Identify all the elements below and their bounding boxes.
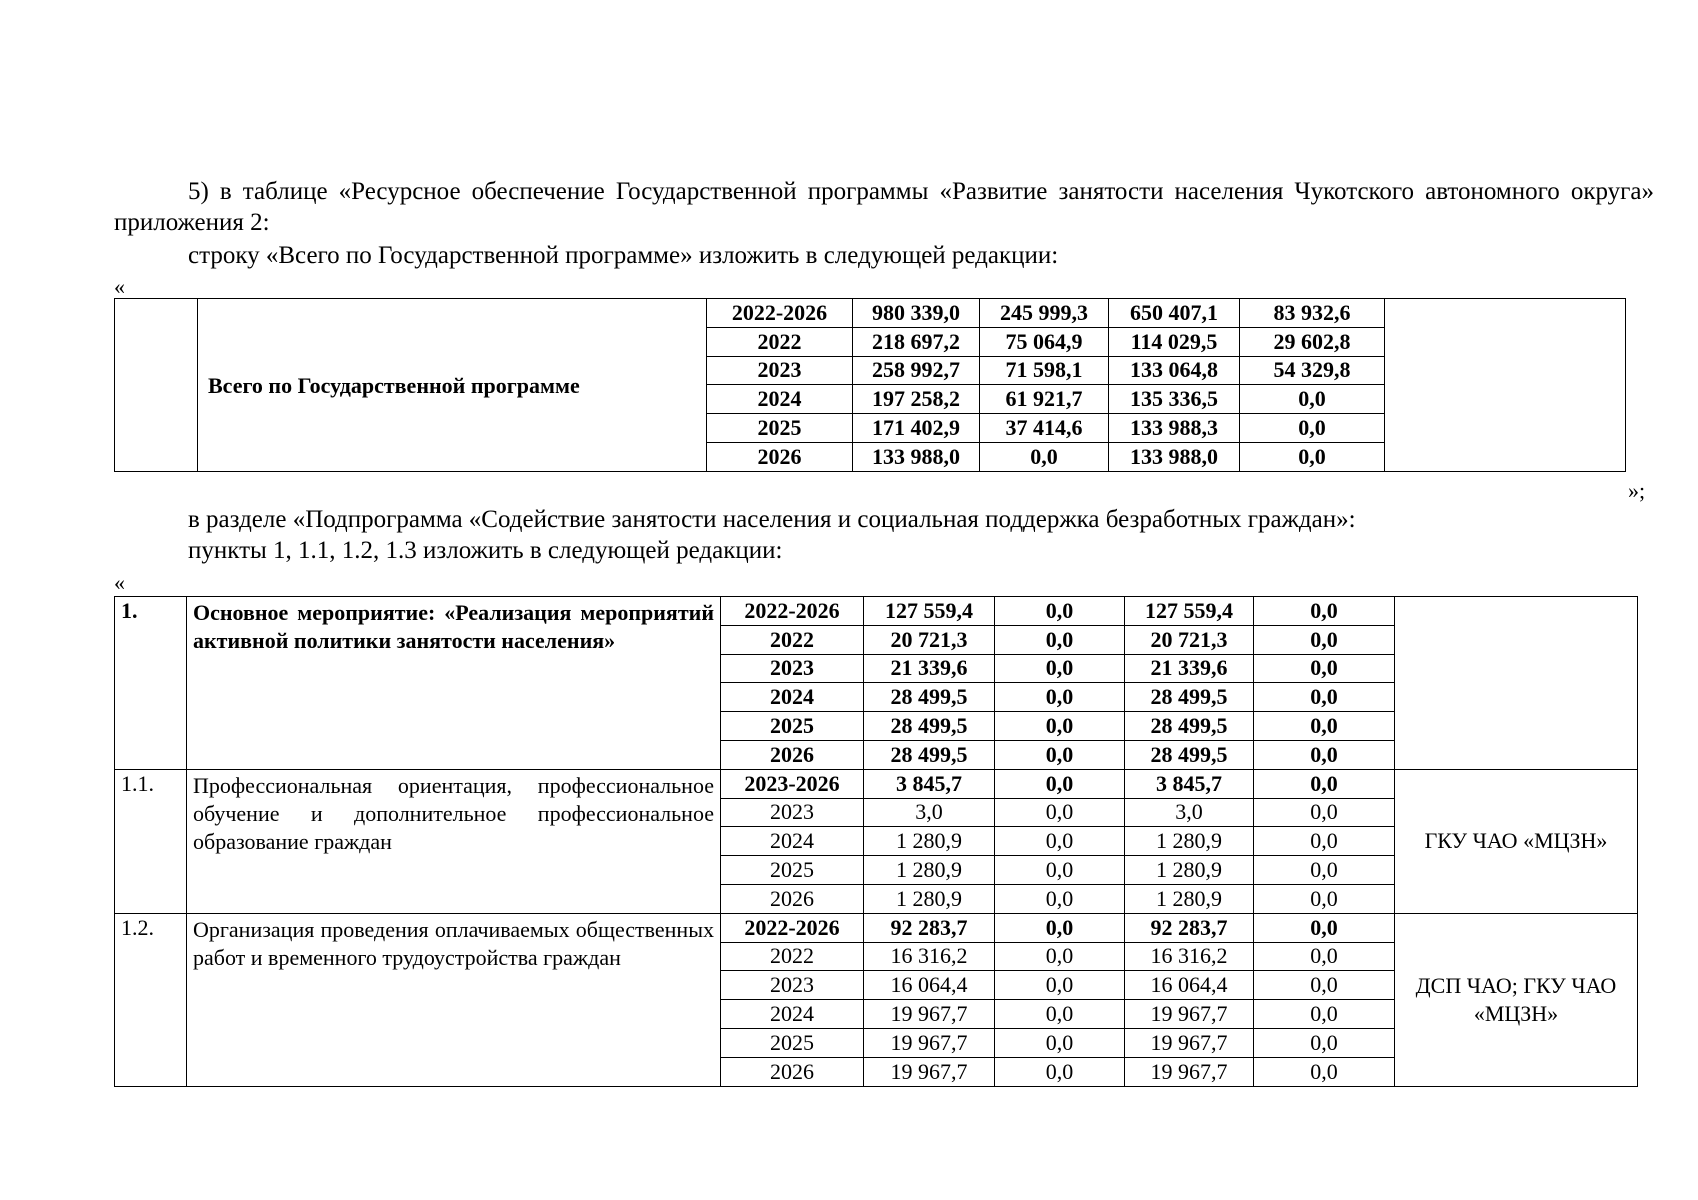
item-cell: 20 721,3 <box>864 625 995 654</box>
intro-instruction: строку «Всего по Государственной программе» изложить в следующей редакции: <box>188 242 1059 269</box>
item-cell: 0,0 <box>1254 1028 1395 1057</box>
item-cell: 127 559,4 <box>864 597 995 626</box>
item-cell: 2024 <box>721 683 864 712</box>
item-cell: 1 280,9 <box>864 827 995 856</box>
item-cell: 0,0 <box>995 1000 1125 1029</box>
item-cell: 0,0 <box>1254 597 1395 626</box>
item-cell: 21 339,6 <box>864 654 995 683</box>
total-cell: 197 258,2 <box>853 385 980 414</box>
item-cell: 0,0 <box>995 884 1125 913</box>
item-cell: 0,0 <box>1254 683 1395 712</box>
item-cell: 2022-2026 <box>721 913 864 942</box>
item-cell: 28 499,5 <box>864 740 995 769</box>
items-table <box>114 596 1638 1087</box>
item-cell: 2026 <box>721 1057 864 1086</box>
total-cell: 37 414,6 <box>980 414 1109 443</box>
item-cell: 0,0 <box>995 625 1125 654</box>
item-cell: 1 280,9 <box>864 856 995 885</box>
item-cell: 2022 <box>721 625 864 654</box>
item-cell: 28 499,5 <box>1125 740 1254 769</box>
total-cell: 114 029,5 <box>1109 327 1240 356</box>
item-cell: 2023 <box>721 654 864 683</box>
item-cell: 19 967,7 <box>864 1028 995 1057</box>
item-cell: 2022-2026 <box>721 597 864 626</box>
item-cell: 19 967,7 <box>1125 1000 1254 1029</box>
total-responsible-cell <box>1385 299 1626 472</box>
item-cell: 0,0 <box>995 1028 1125 1057</box>
item-cell: 3 845,7 <box>1125 769 1254 798</box>
item-cell: 20 721,3 <box>1125 625 1254 654</box>
total-cell: 245 999,3 <box>980 299 1109 328</box>
item-responsible: ДСП ЧАО; ГКУ ЧАО «МЦЗН» <box>1395 913 1638 1086</box>
item-cell: 0,0 <box>1254 856 1395 885</box>
item-row <box>115 913 1638 942</box>
item-cell: 1 280,9 <box>864 884 995 913</box>
item-cell: 28 499,5 <box>1125 683 1254 712</box>
total-cell: 258 992,7 <box>853 356 980 385</box>
item-cell: 2023 <box>721 798 864 827</box>
item-number: 1.2. <box>115 913 187 1086</box>
total-cell: 2026 <box>707 442 853 471</box>
section-instruction: пункты 1, 1.1, 1.2, 1.3 изложить в следующей редакции: <box>188 537 783 564</box>
item-cell: 0,0 <box>995 856 1125 885</box>
item-cell: 1 280,9 <box>1125 856 1254 885</box>
close-quote: »; <box>1628 478 1646 503</box>
total-cell: 2023 <box>707 356 853 385</box>
item-cell: 0,0 <box>995 654 1125 683</box>
item-cell: 2025 <box>721 712 864 741</box>
total-cell: 171 402,9 <box>853 414 980 443</box>
section-paragraph: в разделе «Подпрограмма «Содействие занятости населения и социальная поддержка безработных граждан»: <box>188 506 1356 533</box>
item-cell: 3 845,7 <box>864 769 995 798</box>
total-cell: 0,0 <box>980 442 1109 471</box>
total-cell: 2025 <box>707 414 853 443</box>
open-quote-2: « <box>114 570 125 595</box>
item-cell: 0,0 <box>1254 740 1395 769</box>
total-cell: 83 932,6 <box>1240 299 1385 328</box>
item-cell: 16 316,2 <box>864 942 995 971</box>
item-cell: 0,0 <box>995 798 1125 827</box>
item-cell: 16 064,4 <box>1125 971 1254 1000</box>
total-cell: 2022 <box>707 327 853 356</box>
total-cell: 980 339,0 <box>853 299 980 328</box>
item-responsible <box>1395 597 1638 770</box>
total-cell: 133 064,8 <box>1109 356 1240 385</box>
item-cell: 0,0 <box>1254 625 1395 654</box>
item-cell: 0,0 <box>1254 654 1395 683</box>
item-cell: 1 280,9 <box>1125 884 1254 913</box>
item-cell: 2023 <box>721 971 864 1000</box>
item-cell: 28 499,5 <box>1125 712 1254 741</box>
total-label: Всего по Государственной программе <box>198 299 707 472</box>
item-cell: 28 499,5 <box>864 712 995 741</box>
item-number: 1. <box>115 597 187 770</box>
item-cell: 16 064,4 <box>864 971 995 1000</box>
item-cell: 92 283,7 <box>1125 913 1254 942</box>
item-cell: 0,0 <box>995 769 1125 798</box>
item-cell: 0,0 <box>1254 971 1395 1000</box>
item-cell: 0,0 <box>1254 1000 1395 1029</box>
item-number: 1.1. <box>115 769 187 913</box>
item-cell: 28 499,5 <box>864 683 995 712</box>
item-cell: 0,0 <box>1254 712 1395 741</box>
total-cell: 135 336,5 <box>1109 385 1240 414</box>
total-cell: 0,0 <box>1240 414 1385 443</box>
total-cell: 29 602,8 <box>1240 327 1385 356</box>
item-cell: 0,0 <box>995 971 1125 1000</box>
item-cell: 0,0 <box>1254 913 1395 942</box>
item-cell: 2024 <box>721 827 864 856</box>
item-cell: 16 316,2 <box>1125 942 1254 971</box>
total-cell: 0,0 <box>1240 385 1385 414</box>
item-cell: 0,0 <box>995 740 1125 769</box>
intro-paragraph: 5) в таблице «Ресурсное обеспечение Государственной программы «Развитие занятости населения Чукотского автономного округа» приложения 2: <box>114 178 1654 236</box>
item-row <box>115 597 1638 626</box>
item-cell: 0,0 <box>1254 769 1395 798</box>
item-cell: 2024 <box>721 1000 864 1029</box>
item-cell: 19 967,7 <box>864 1057 995 1086</box>
item-cell: 2025 <box>721 856 864 885</box>
item-cell: 0,0 <box>995 683 1125 712</box>
total-cell: 133 988,0 <box>1109 442 1240 471</box>
item-cell: 127 559,4 <box>1125 597 1254 626</box>
item-cell: 3,0 <box>864 798 995 827</box>
item-label: Основное мероприятие: «Реализация мероприятий активной политики занятости населения» <box>187 597 721 770</box>
item-cell: 0,0 <box>1254 884 1395 913</box>
total-cell: 71 598,1 <box>980 356 1109 385</box>
item-cell: 0,0 <box>1254 1057 1395 1086</box>
total-table <box>114 298 1626 472</box>
open-quote-1: « <box>114 274 125 299</box>
item-cell: 0,0 <box>1254 942 1395 971</box>
total-cell: 2024 <box>707 385 853 414</box>
item-cell: 21 339,6 <box>1125 654 1254 683</box>
item-cell: 19 967,7 <box>1125 1057 1254 1086</box>
item-cell: 0,0 <box>995 712 1125 741</box>
total-cell: 54 329,8 <box>1240 356 1385 385</box>
item-row <box>115 769 1638 798</box>
item-cell: 0,0 <box>1254 798 1395 827</box>
item-cell: 2023-2026 <box>721 769 864 798</box>
item-label: Организация проведения оплачиваемых общественных работ и временного трудоустройства граждан <box>187 913 721 1086</box>
item-cell: 0,0 <box>995 1057 1125 1086</box>
item-cell: 0,0 <box>995 942 1125 971</box>
item-responsible: ГКУ ЧАО «МЦЗН» <box>1395 769 1638 913</box>
item-cell: 3,0 <box>1125 798 1254 827</box>
item-cell: 2026 <box>721 884 864 913</box>
total-num-cell <box>115 299 198 472</box>
item-cell: 2022 <box>721 942 864 971</box>
item-cell: 0,0 <box>995 913 1125 942</box>
item-cell: 0,0 <box>1254 827 1395 856</box>
item-cell: 92 283,7 <box>864 913 995 942</box>
total-cell: 218 697,2 <box>853 327 980 356</box>
item-cell: 2025 <box>721 1028 864 1057</box>
item-cell: 19 967,7 <box>864 1000 995 1029</box>
item-cell: 0,0 <box>995 827 1125 856</box>
total-cell: 650 407,1 <box>1109 299 1240 328</box>
item-cell: 2026 <box>721 740 864 769</box>
total-cell: 133 988,3 <box>1109 414 1240 443</box>
item-cell: 19 967,7 <box>1125 1028 1254 1057</box>
total-cell: 133 988,0 <box>853 442 980 471</box>
total-cell: 0,0 <box>1240 442 1385 471</box>
total-cell: 75 064,9 <box>980 327 1109 356</box>
item-cell: 0,0 <box>995 597 1125 626</box>
item-cell: 1 280,9 <box>1125 827 1254 856</box>
total-cell: 61 921,7 <box>980 385 1109 414</box>
item-label: Профессиональная ориентация, профессиональное обучение и дополнительное профессиональное образование граждан <box>187 769 721 913</box>
total-cell: 2022-2026 <box>707 299 853 328</box>
total-row <box>115 299 1626 328</box>
